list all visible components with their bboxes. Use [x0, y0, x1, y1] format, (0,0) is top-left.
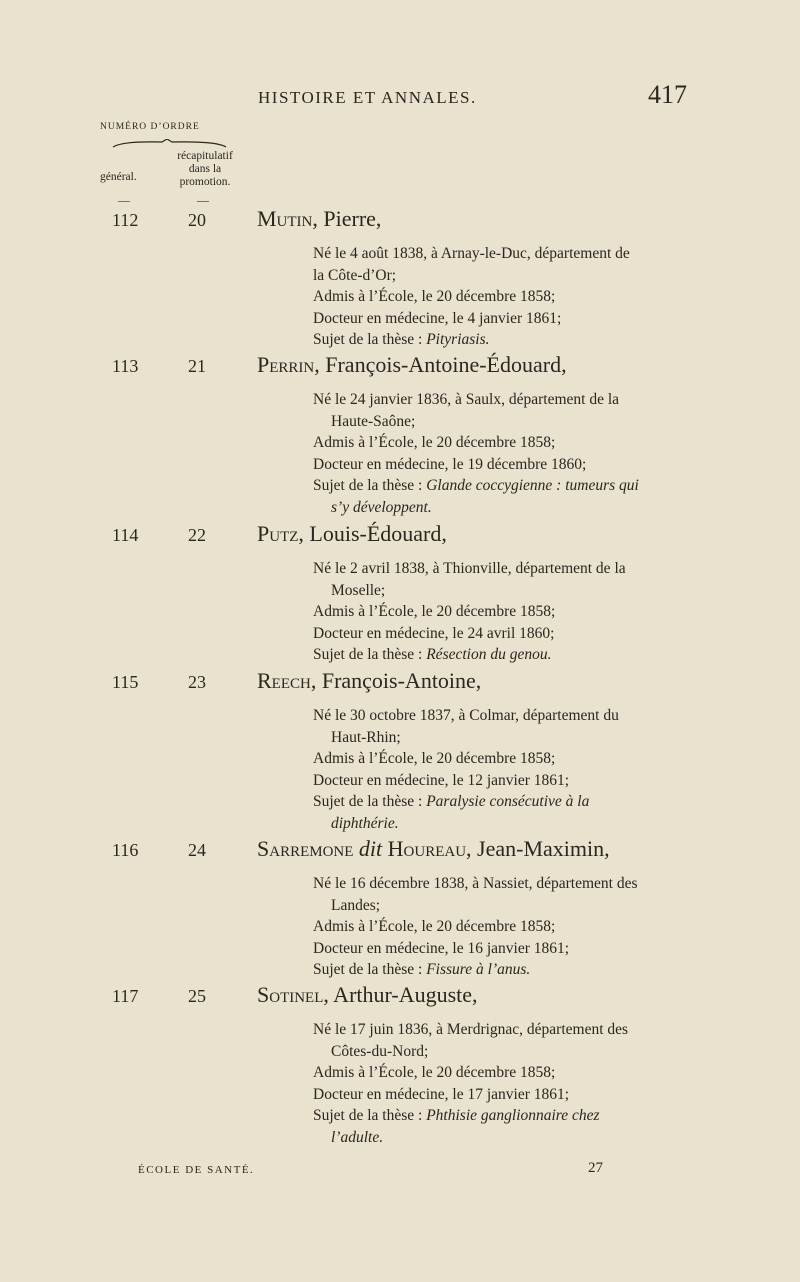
entry-line: Né le 24 janvier 1836, à Saulx, département de la	[313, 391, 620, 408]
thesis-title: Pityriasis.	[426, 331, 490, 348]
general-number: 114	[112, 525, 139, 545]
column-recap-line: promotion.	[179, 176, 231, 188]
surname: Sotinel,	[257, 982, 329, 1007]
thesis-prefix: Sujet de la thèse :	[313, 961, 427, 978]
dit-word: dit	[353, 836, 388, 861]
thesis-line	[313, 644, 713, 666]
general-number: 117	[112, 986, 139, 1006]
thesis-continuation: s’y développent.	[331, 498, 432, 516]
recap-number: 24	[188, 840, 206, 860]
given-names: Jean-Maximin,	[471, 836, 610, 861]
given-names: François-Antoine,	[316, 668, 482, 693]
entry-line: Admis à l’École, le 20 décembre 1858;	[313, 918, 556, 935]
recap-number: 22	[188, 525, 206, 545]
recap-number: 20	[188, 210, 206, 230]
column-recap-label	[160, 150, 250, 189]
thesis-line	[313, 1105, 713, 1127]
column-brace	[112, 139, 227, 149]
entry-line: Haut-Rhin;	[331, 728, 401, 746]
thesis-title: Fissure à l’anus.	[426, 961, 531, 978]
entry-line: Admis à l’École, le 20 décembre 1858;	[313, 288, 556, 305]
entry-name	[257, 836, 610, 862]
general-number: 112	[112, 210, 139, 230]
surname: Mutin,	[257, 206, 318, 231]
thesis-title: Résection du genou.	[426, 646, 552, 663]
thesis-title: Phthisie ganglionnaire chez	[426, 1107, 600, 1124]
page-number: 417	[648, 80, 687, 109]
surname: Reech,	[257, 668, 317, 693]
entry-line: Docteur en médecine, le 16 janvier 1861;	[313, 939, 570, 957]
thesis-continuation: diphthérie.	[331, 814, 399, 832]
thesis-prefix: Sujet de la thèse :	[313, 646, 427, 663]
running-title: HISTOIRE ET ANNALES.	[258, 88, 477, 107]
column-dash: —	[197, 193, 209, 207]
footer-signature-number: 27	[588, 1160, 603, 1176]
entry-line: Docteur en médecine, le 17 janvier 1861;	[313, 1085, 570, 1103]
given-names: François-Antoine-Édouard,	[319, 352, 567, 377]
entry-line: Docteur en médecine, le 24 avril 1860;	[313, 624, 555, 642]
entry-line: Docteur en médecine, le 19 décembre 1860;	[313, 455, 587, 473]
thesis-prefix: Sujet de la thèse :	[313, 793, 427, 810]
entry-name	[257, 982, 478, 1008]
recap-number: 21	[188, 356, 206, 376]
given-names: Pierre,	[317, 206, 382, 231]
thesis-prefix: Sujet de la thèse :	[313, 477, 427, 494]
entry-line: Docteur en médecine, le 4 janvier 1861;	[313, 309, 562, 327]
entry-line: Admis à l’École, le 20 décembre 1858;	[313, 603, 556, 620]
general-number: 115	[112, 672, 139, 692]
entry-name	[257, 206, 381, 232]
entry-line: Admis à l’École, le 20 décembre 1858;	[313, 750, 556, 767]
general-number: 116	[112, 840, 139, 860]
entry-line: Côtes-du-Nord;	[331, 1042, 429, 1060]
thesis-continuation: l’adulte.	[331, 1128, 384, 1146]
entry-body	[313, 873, 713, 981]
entry-name	[257, 521, 447, 547]
general-number: 113	[112, 356, 139, 376]
entry-name	[257, 352, 567, 378]
surname: Putz,	[257, 521, 304, 546]
entry-body	[313, 558, 713, 666]
thesis-title: Paralysie consécutive à la	[426, 793, 590, 810]
entry-line: Né le 4 août 1838, à Arnay-le-Duc, département de	[313, 245, 630, 262]
thesis-line	[313, 959, 713, 981]
entry-line: Landes;	[331, 896, 381, 914]
entry-line: Né le 16 décembre 1838, à Nassiet, département des	[313, 875, 638, 892]
column-recap-line: récapitulatif	[177, 150, 233, 162]
given-names: Louis-Édouard,	[303, 521, 447, 546]
entry-line: Haute-Saône;	[331, 412, 416, 430]
surname-alias: Houreau,	[387, 836, 472, 861]
thesis-line	[313, 329, 713, 351]
thesis-line	[313, 791, 713, 813]
entry-line: Admis à l’École, le 20 décembre 1858;	[313, 434, 556, 451]
entry-line: Né le 30 octobre 1837, à Colmar, département du	[313, 707, 619, 724]
entry-body	[313, 389, 713, 518]
surname: Perrin,	[257, 352, 320, 377]
entry-line: Moselle;	[331, 581, 386, 599]
entry-line: Né le 2 avril 1838, à Thionville, département de la	[313, 560, 626, 577]
column-dash: —	[118, 193, 130, 207]
entry-body	[313, 243, 713, 351]
thesis-title: Glande coccygienne : tumeurs qui	[426, 477, 639, 494]
surname: Sarremone	[257, 836, 354, 861]
recap-number: 23	[188, 672, 206, 692]
entry-line: la Côte-d’Or;	[313, 266, 397, 284]
recap-number: 25	[188, 986, 206, 1006]
entry-line: Docteur en médecine, le 12 janvier 1861;	[313, 771, 570, 789]
footer-signature: ÉCOLE DE SANTÉ.	[138, 1164, 255, 1176]
entry-line: Admis à l’École, le 20 décembre 1858;	[313, 1064, 556, 1081]
entry-name	[257, 668, 481, 694]
thesis-prefix: Sujet de la thèse :	[313, 1107, 427, 1124]
entry-line: Né le 17 juin 1836, à Merdrignac, département des	[313, 1021, 629, 1038]
thesis-prefix: Sujet de la thèse :	[313, 331, 427, 348]
thesis-line	[313, 475, 713, 497]
column-general-label: général.	[100, 171, 137, 183]
column-recap-line: dans la	[188, 163, 222, 175]
entry-body	[313, 1019, 713, 1148]
given-names: Arthur-Auguste,	[328, 982, 478, 1007]
entry-body	[313, 705, 713, 834]
column-group-label: NUMÉRO D’ORDRE	[100, 122, 200, 132]
